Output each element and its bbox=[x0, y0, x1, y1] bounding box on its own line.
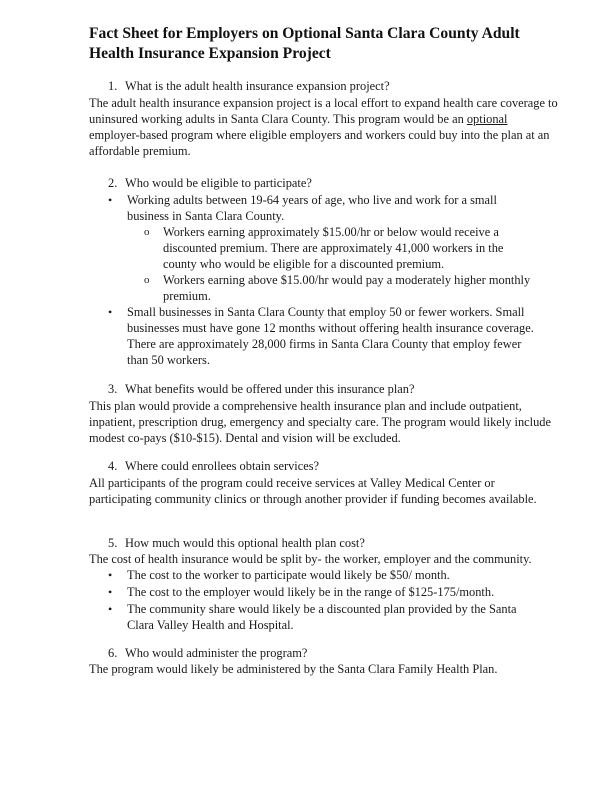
bullet-icon: • bbox=[108, 305, 113, 319]
sub-list-item: o Workers earning above $15.00/hr would pay a moderately higher monthly premium. bbox=[144, 273, 531, 303]
answer-3: This plan would provide a comprehensive health insurance plan and include outpatient, inpatient, prescription drug, emergency and specialty care. The program would likely include modest co-pays ($10-$15). Dental and vision will be excluded. bbox=[89, 399, 551, 445]
bullet-icon: • bbox=[108, 585, 113, 599]
bullet-icon: • bbox=[108, 193, 113, 207]
question-4: 4. Where could enrollees obtain services? bbox=[108, 459, 320, 473]
answer-5: The cost of health insurance would be split by- the worker, employer and the community. bbox=[89, 552, 532, 566]
sub-list-item: o Workers earning approximately $15.00/hr or below would receive a discounted premium. There are approximately 41,000 workers in the county who would be eligible for a discounted premium. bbox=[144, 225, 504, 271]
question-6: 6. Who would administer the program? bbox=[108, 646, 308, 660]
list-item: • The cost to the worker to participate would likely be $50/ month. bbox=[108, 568, 450, 582]
list-item: • The cost to the employer would likely be in the range of $125-175/month. bbox=[108, 585, 495, 599]
list-item: • Small businesses in Santa Clara County that employ 50 or fewer workers. Small businesses must have gone 12 months without offering health insurance coverage. There are approximately 28,000 firms in Santa Clara County that employ fewer than 50 workers. bbox=[108, 305, 534, 367]
bullet-icon: • bbox=[108, 568, 113, 582]
answer-4: All participants of the program could receive services at Valley Medical Center or participating community clinics or through another provider if funding becomes available. bbox=[89, 476, 537, 506]
question-1 bbox=[108, 78, 390, 94]
sub-bullet-icon: o bbox=[144, 226, 150, 238]
list-item: • The community share would likely be a discounted plan provided by the Santa Clara Valley Health and Hospital. bbox=[108, 602, 517, 632]
underlined-word: optional bbox=[466, 112, 508, 126]
answer-6: The program would likely be administered by the Santa Clara Family Health Plan. bbox=[89, 662, 498, 676]
question-3: 3. What benefits would be offered under this insurance plan? bbox=[108, 382, 415, 396]
question-text: What is the adult health insurance expansion project? bbox=[125, 79, 390, 93]
list-item: • Working adults between 19-64 years of age, who live and work for a small business in Santa Clara County. bbox=[108, 193, 497, 223]
page-title: Fact Sheet for Employers on Optional Santa Clara County Adult Health Insurance Expansion Project bbox=[89, 25, 520, 62]
question-number: 1. bbox=[108, 79, 118, 93]
answer-1: The adult health insurance expansion project is a local effort to expand health care coverage to uninsured working adults in Santa Clara County. This program would be an optional employer-based program where eligible employers and workers could buy into the plan at an affordable premium. bbox=[89, 96, 558, 158]
question-2: 2. Who would be eligible to participate? bbox=[108, 176, 312, 190]
question-5: 5. How much would this optional health plan cost? bbox=[108, 536, 365, 550]
sub-bullet-icon: o bbox=[144, 274, 150, 286]
bullet-icon: • bbox=[108, 602, 113, 616]
